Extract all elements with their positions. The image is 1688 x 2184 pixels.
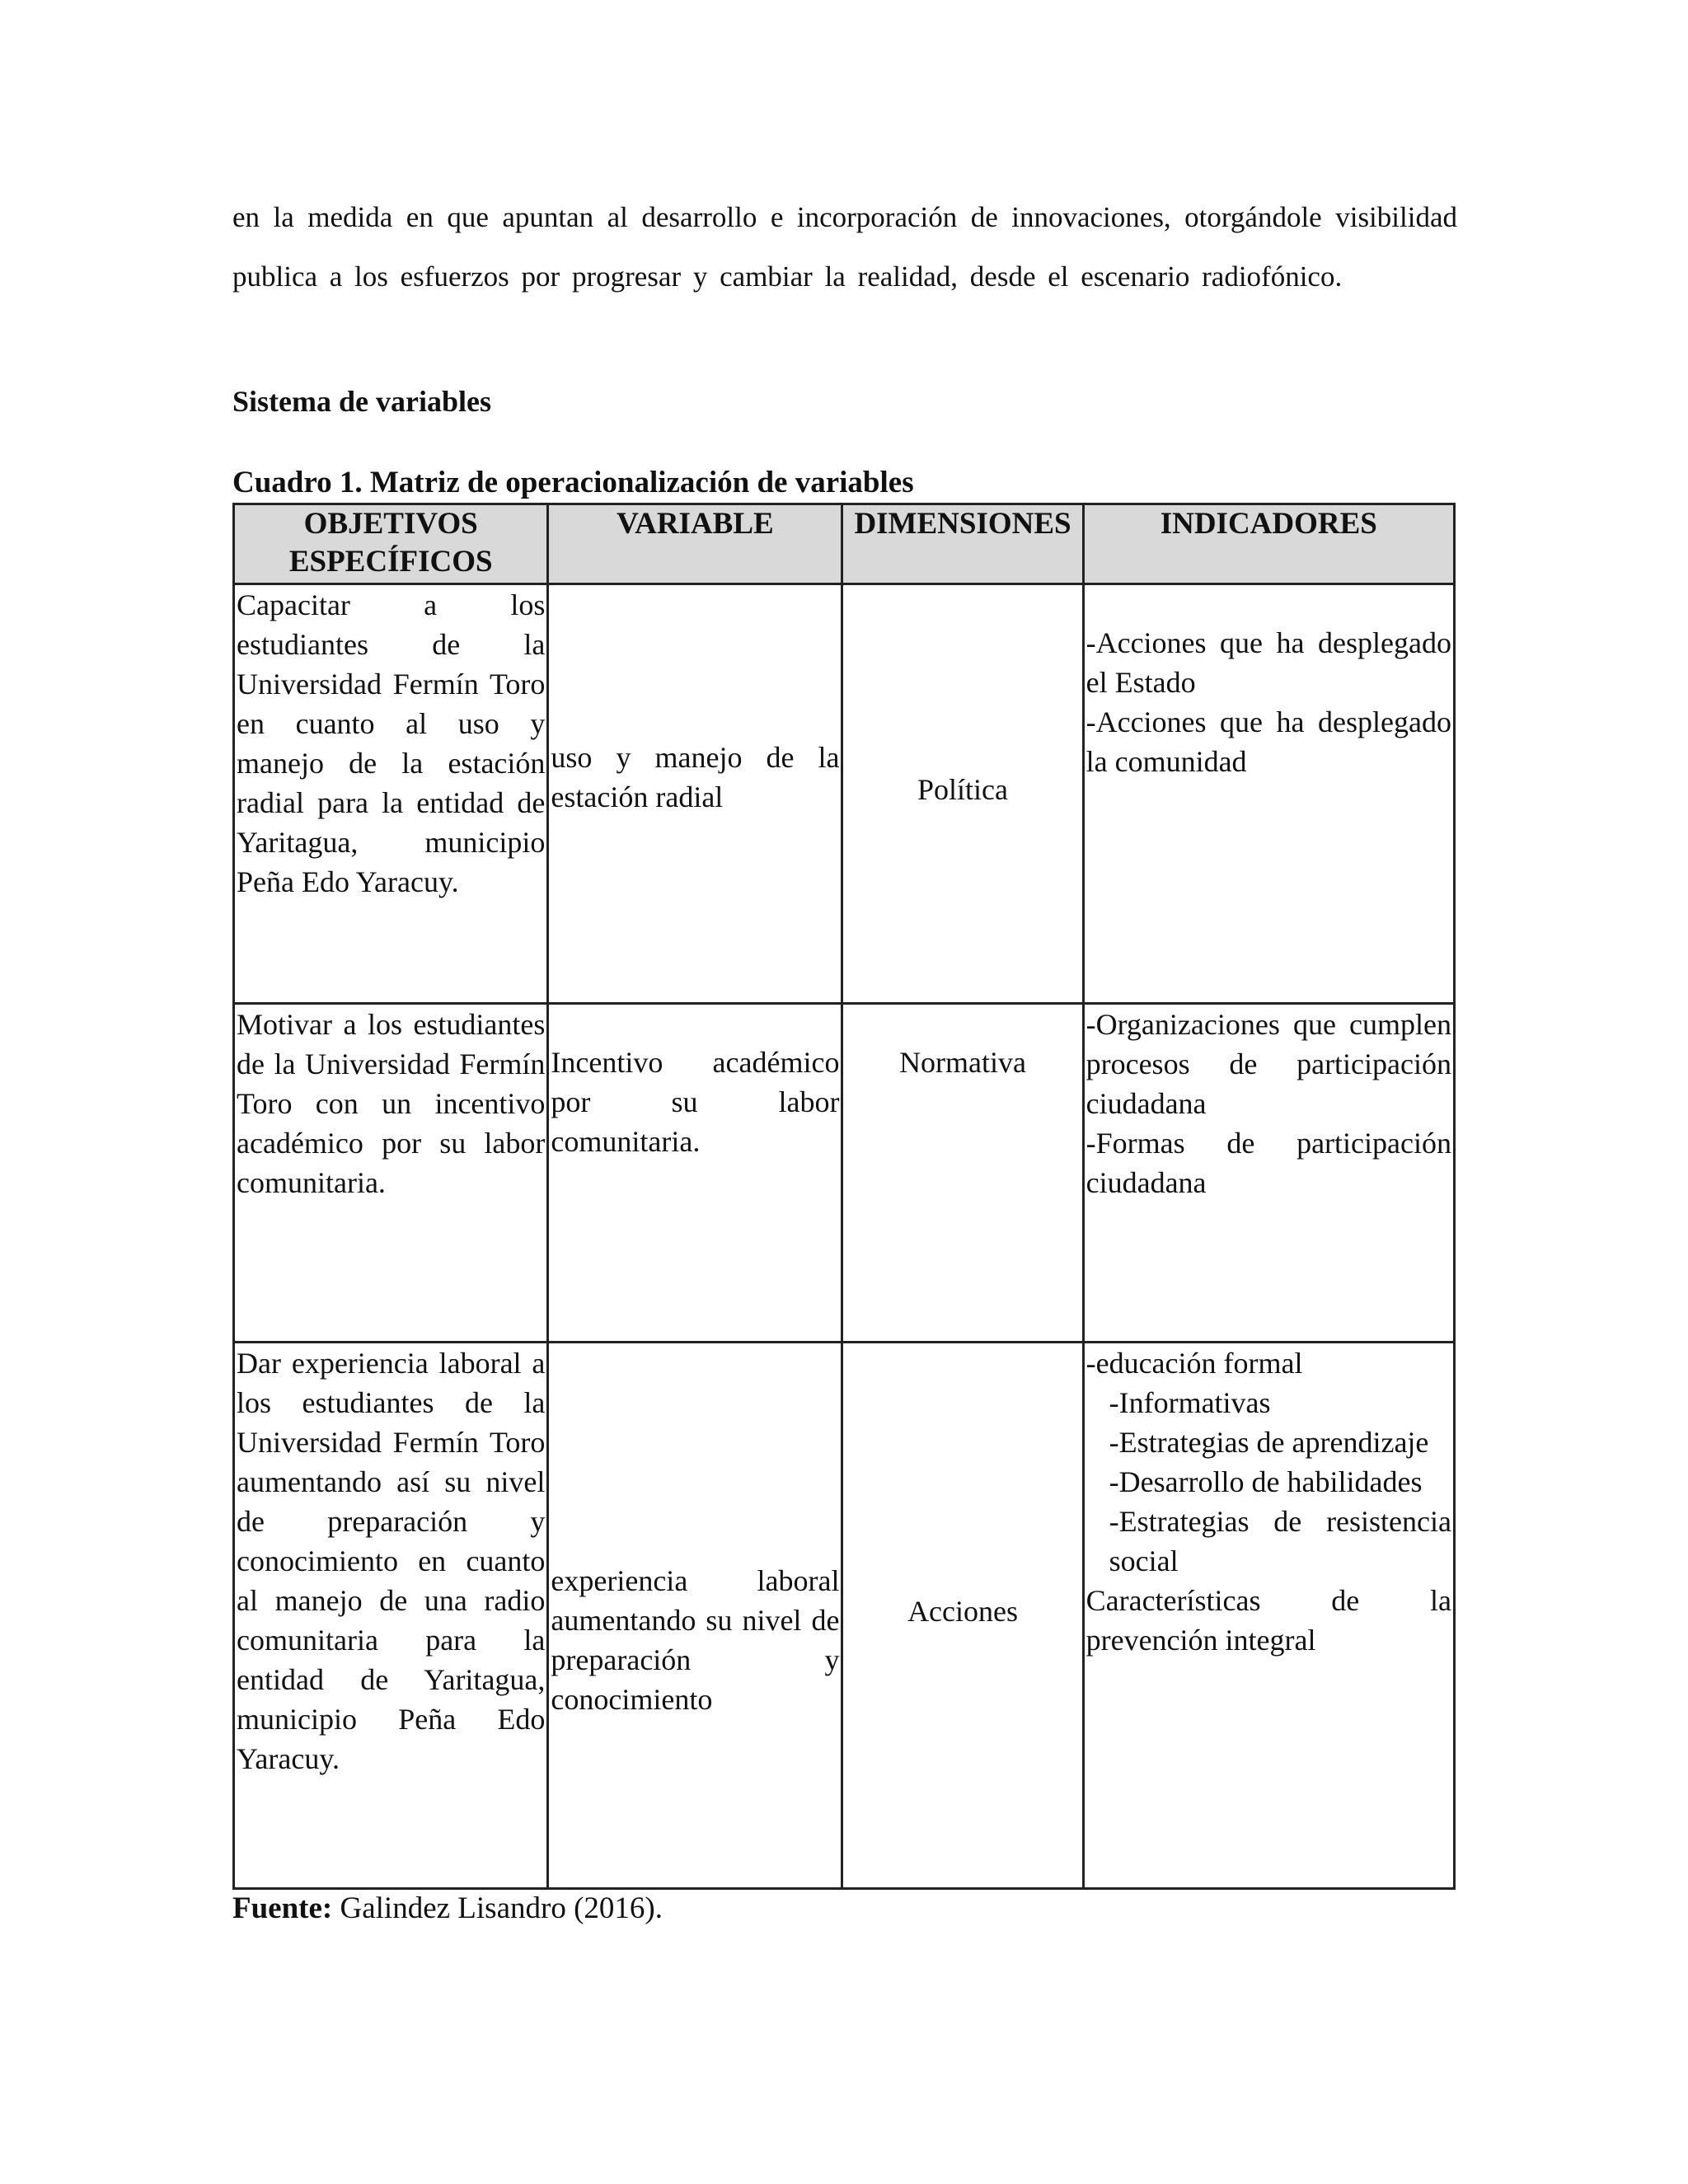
indicator-subitem: -Informativas xyxy=(1109,1386,1271,1419)
indicator-item: -Acciones que ha desplegado el Estado xyxy=(1085,626,1451,699)
objective-cell: Motivar a los estudiantes de la Universidad Fermín Toro con un incentivo académico por su labor comunitaria. xyxy=(234,1004,548,1343)
variable-text: Incentivo académico por su labor comunitaria. xyxy=(551,1046,840,1158)
source-note xyxy=(232,1891,663,1926)
header-objetivos: OBJETIVOS ESPECÍFICOS xyxy=(234,504,548,584)
source-text: Galindez Lisandro (2016). xyxy=(340,1891,663,1925)
indicators-cell xyxy=(1083,584,1454,1004)
objective-cell: Capacitar a los estudiantes de la Universidad Fermín Toro en cuanto al uso y manejo de la estación radial para la entidad de Yaritagua, municipio Peña Edo Yaracuy. xyxy=(234,584,548,1004)
source-label: Fuente: xyxy=(232,1891,333,1925)
indicator-item: -Formas de participación ciudadana xyxy=(1085,1127,1451,1199)
indicator-item: -Acciones que ha desplegado la comunidad xyxy=(1085,705,1451,778)
indicator-subitem: -Estrategias de resistencia social xyxy=(1109,1505,1451,1577)
section-title: Sistema de variables xyxy=(232,385,491,418)
variable-cell xyxy=(548,1343,842,1889)
variable-cell xyxy=(548,584,842,1004)
table-row xyxy=(234,1343,1455,1889)
header-dimensiones: DIMENSIONES xyxy=(842,504,1083,584)
indicator-item: -Organizaciones que cumplen procesos de participación ciudadana xyxy=(1085,1008,1451,1120)
table-caption: Cuadro 1. Matriz de operacionalización de variables xyxy=(232,466,914,499)
intro-paragraph: en la medida en que apuntan al desarrollo e incorporación de innovaciones, otorgándole visibilidad publica a los esfuerzos por progresar y cambiar la realidad, desde el escenario radiofónico. xyxy=(232,201,1457,293)
indicator-subitem: -Estrategias de aprendizaje xyxy=(1109,1426,1429,1459)
dimension-text: Acciones xyxy=(907,1595,1019,1628)
indicator-subitem: -Desarrollo de habilidades xyxy=(1109,1465,1423,1498)
variable-cell xyxy=(548,1004,842,1343)
header-variable: VARIABLE xyxy=(548,504,842,584)
variable-text: experiencia laboral aumentando su nivel de preparación y conocimiento xyxy=(551,1564,840,1716)
header-indicadores: INDICADORES xyxy=(1083,504,1454,584)
table-row xyxy=(234,584,1455,1004)
indicators-cell xyxy=(1083,1004,1454,1343)
dimension-text: Política xyxy=(917,773,1009,806)
dimension-cell xyxy=(842,584,1083,1004)
objective-cell: Dar experiencia laboral a los estudiantes de la Universidad Fermín Toro aumentando así su nivel de preparación y conocimiento en cuanto al manejo de una radio comunitaria para la entidad de Yaritagua, municipio Peña Edo Yaracuy. xyxy=(234,1343,548,1889)
table-row xyxy=(234,1004,1455,1343)
indicator-item: -educación formal xyxy=(1085,1347,1303,1380)
dimension-cell xyxy=(842,1004,1083,1343)
indicators-cell xyxy=(1083,1343,1454,1889)
table-header-row xyxy=(234,504,1455,584)
indicator-item: Características de la prevención integral xyxy=(1085,1584,1451,1657)
dimension-text: Normativa xyxy=(899,1046,1027,1079)
variable-text: uso y manejo de la estación radial xyxy=(551,741,840,813)
dimension-cell xyxy=(842,1343,1083,1889)
operationalization-table xyxy=(232,503,1456,1890)
